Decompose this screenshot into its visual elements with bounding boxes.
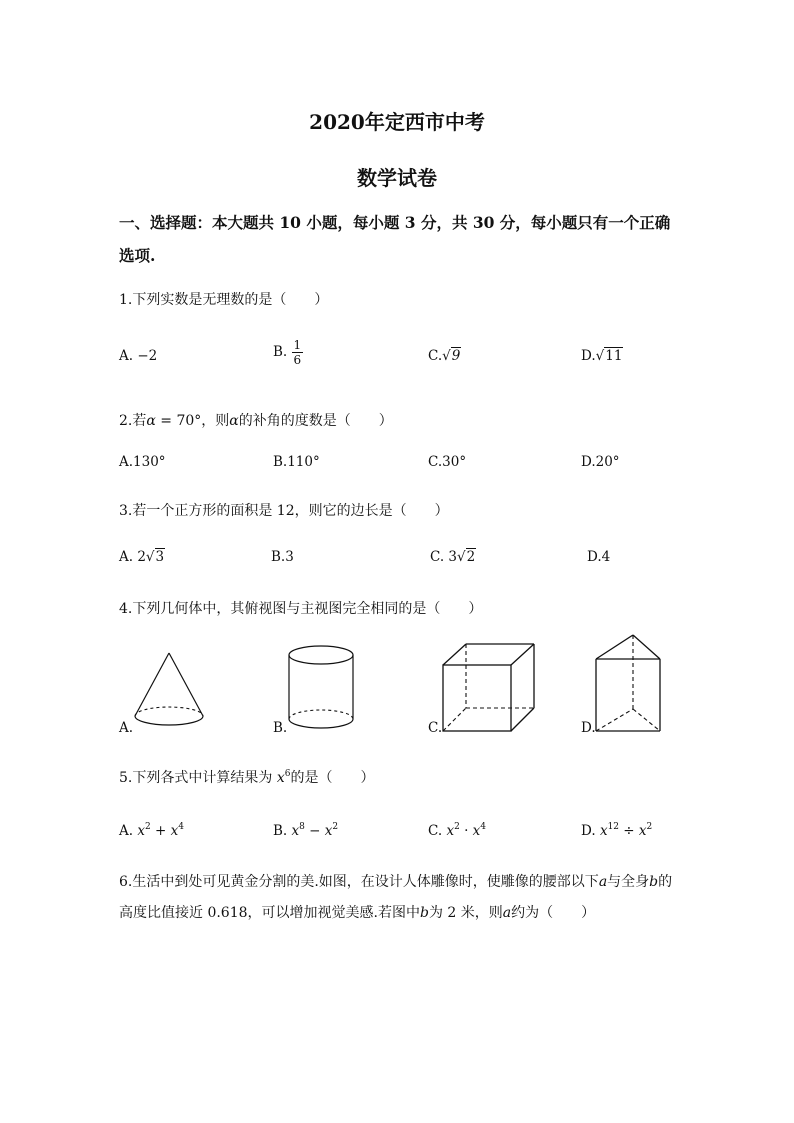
variable-x: x (446, 823, 455, 839)
radicand: 9 (451, 348, 461, 364)
option-label: C. 3 (430, 549, 458, 565)
sqrt-symbol: √2 (457, 549, 476, 565)
option-label: A. 2 (119, 549, 146, 565)
variable-x: x (472, 823, 481, 839)
cylinder-figure (285, 644, 359, 732)
option-label: A. (119, 823, 134, 839)
sqrt-symbol: √9 (442, 348, 461, 364)
q1-option-a: A. −2 (119, 348, 158, 364)
exponent: 8 (299, 822, 305, 832)
alpha-symbol: α (146, 413, 156, 429)
variable-x: x (137, 823, 145, 839)
q6-line1 (119, 871, 672, 891)
q6-line1-start: 6.生活中到处可见黄金分割的美.如图，在设计人体雕像时，使雕像的腰部以下 (119, 874, 599, 890)
exponent: 6 (284, 769, 291, 779)
q2-stem-start: 2.若 (119, 413, 147, 429)
q2-option-c: C.30° (428, 454, 467, 470)
q6-line2-end: 约为（ ） (511, 905, 596, 921)
q1-option-c (428, 348, 461, 364)
exponent: 4 (480, 822, 487, 832)
q1-option-d (581, 348, 623, 364)
exponent: 4 (178, 822, 184, 832)
q4-option-d: D. (581, 720, 596, 736)
q5-option-c (428, 822, 486, 839)
q1-stem: 1.下列实数是无理数的是（ ） (119, 292, 329, 308)
q6-line2 (119, 902, 595, 922)
q2-stem-end: 的补角的度数是（ ） (238, 413, 393, 429)
q6-line1-end: 的 (658, 874, 673, 890)
q2-option-a: A.130° (119, 454, 166, 470)
option-label: D. (581, 348, 596, 364)
q5-stem-end: 的是（ ） (290, 770, 375, 786)
q5-stem-start: 5.下列各式中计算结果为 (119, 770, 277, 786)
variable-x: x (291, 823, 300, 839)
exponent: 12 (607, 822, 620, 832)
q5-stem (119, 767, 374, 787)
cube-figure (440, 641, 540, 733)
variable-x: x (276, 770, 285, 786)
option-label: C. (428, 348, 443, 364)
variable-x: x (638, 823, 647, 839)
q5-option-d (581, 822, 652, 839)
variable-b: b (419, 905, 429, 921)
exponent: 2 (144, 822, 151, 832)
exponent: 2 (454, 822, 460, 832)
sqrt-symbol: √3 (145, 549, 165, 565)
variable-a: a (502, 905, 512, 921)
q5-option-a (119, 822, 184, 839)
section-heading-line1: 一、选择题：本大题共 10 小题，每小题 3 分，共 30 分，每小题只有一个正确 (119, 213, 671, 232)
option-label: C. (428, 823, 443, 839)
q4-option-c: C. (428, 720, 443, 736)
fraction-denominator: 6 (293, 353, 302, 367)
q6-line2-mid: 为 2 米，则 (428, 905, 503, 921)
q2-option-d: D.20° (581, 454, 620, 470)
cone-figure (130, 650, 210, 732)
option-label: D. (581, 823, 596, 839)
page-title: 2020年定西市中考 (309, 110, 485, 134)
q6-line2-start: 高度比值接近 0.618，可以增加视觉美感.若图中 (119, 905, 420, 921)
variable-x: x (324, 823, 333, 839)
page-subtitle: 数学试卷 (357, 166, 437, 190)
operator: ÷ (619, 823, 639, 839)
operator: − (304, 823, 325, 839)
radicand: 3 (155, 549, 165, 565)
q2-stem (119, 410, 393, 430)
q2-option-b: B.110° (273, 454, 320, 470)
exponent: 2 (646, 822, 653, 832)
variable-x: x (170, 823, 179, 839)
q6-line1-mid: 与全身 (607, 874, 650, 890)
option-label: B. (273, 344, 288, 360)
fraction-numerator: 1 (293, 338, 302, 352)
q4-option-b: B. (273, 720, 288, 736)
q3-stem: 3.若一个正方形的面积是 12，则它的边长是（ ） (119, 503, 449, 519)
operator: + (150, 823, 171, 839)
alpha-symbol: α (229, 413, 239, 429)
sqrt-symbol: √11 (595, 348, 623, 364)
variable-x: x (599, 823, 608, 839)
q1-option-b (273, 338, 303, 367)
exponent: 2 (332, 822, 339, 832)
q3-option-b: B.3 (271, 549, 294, 565)
q2-stem-mid: = 70°，则 (155, 413, 230, 429)
q5-option-b (273, 822, 338, 839)
section-heading-line2: 选项. (119, 246, 156, 265)
prism-figure (593, 633, 665, 735)
q3-option-c (430, 549, 476, 565)
variable-b: b (649, 874, 659, 890)
q4-option-a: A. (119, 720, 134, 736)
q4-stem: 4.下列几何体中，其俯视图与主视图完全相同的是（ ） (119, 601, 483, 617)
operator: · (459, 823, 473, 839)
option-label: B. (273, 823, 288, 839)
radicand: 11 (605, 348, 623, 364)
radicand: 2 (466, 549, 476, 565)
q3-option-a (119, 549, 165, 565)
fraction (292, 338, 304, 367)
variable-a: a (598, 874, 608, 890)
q3-option-d: D.4 (587, 549, 611, 565)
